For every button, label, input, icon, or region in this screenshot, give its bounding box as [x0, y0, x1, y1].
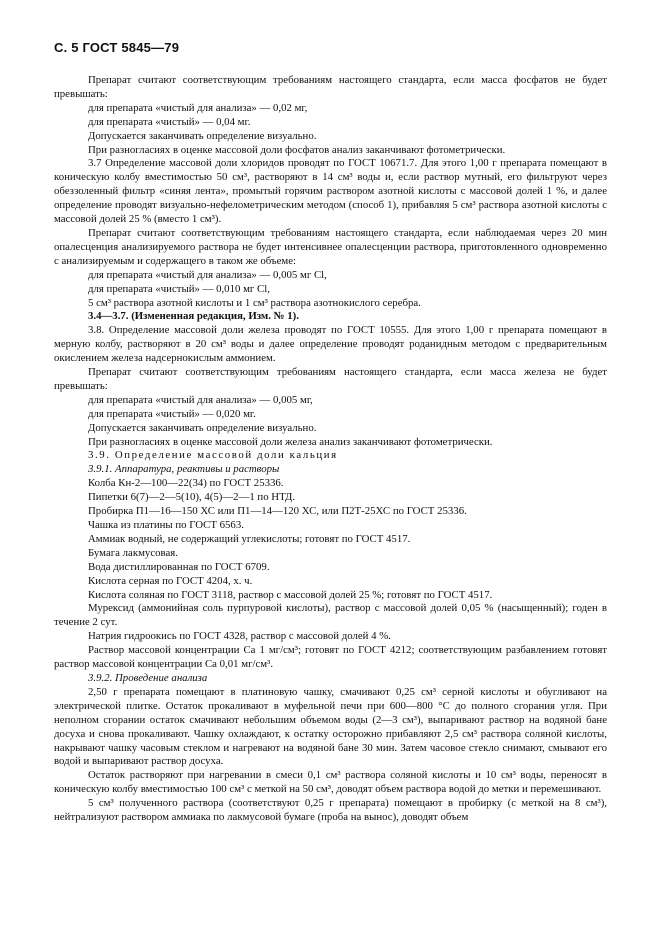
- paragraph: для препарата «чистый» — 0,04 мг.: [88, 115, 251, 128]
- paragraph: При разногласиях в оценке массовой доли железа анализ заканчивают фотометрически.: [88, 435, 493, 448]
- amendment-note: 3.4—3.7. (Измененная редакция, Изм. № 1).: [88, 310, 299, 323]
- paragraph: для препарата «чистый для анализа» — 0,005 мг Cl,: [88, 268, 327, 281]
- paragraph: 2,50 г препарата помещают в платиновую чашку, смачивают 0,25 см³ серной кислоты и обугливают на электрической плитке. Остаток прокаливают в муфельной печи при 600—800 °С до полного сгорания угля. При неполном сгорании остаток смачивают небольшим объемом воды (2—3 см³), выпаривают раствор на водяной бане досуха и снова прокаливают. Чашку охлаждают, к остатку осторожно прибавляют 2,5 см³ раствора соляной кислоты, накрывают чашку часовым стеклом и нагревают на водяной бане 30 мин. Затем часовое стекло снимают, смывают его водой и выпаривают раствор досуха.: [54, 685, 607, 768]
- list-item: Кислота серная по ГОСТ 4204, х. ч.: [88, 574, 253, 587]
- section-3-7: 3.7 Определение массовой доли хлоридов проводят по ГОСТ 10671.7. Для этого 1,00 г препарата помещают в коническую колбу вместимостью 50 см³, растворяют в 14 см³ воды и, если раствор мутный, его фильтруют через обеззоленный фильтр «синяя лента», промытый горячим раствором азотной кислоты с массовой долей 1 %, и далее определение проводят визуально-нефелометрическим методом (способ 1), прибавляя 5 см³ раствора азотной кислоты с массовой долей 25 % (вместо 1 см³).: [54, 157, 607, 226]
- document-body: [54, 74, 607, 825]
- paragraph: Остаток растворяют при нагревании в смеси 0,1 см³ раствора соляной кислоты и 10 см³ воды, переносят в коническую колбу вместимостью 100 см³ с меткой на 50 см³, доводят объем раствора водой до метки и перемешивают.: [54, 769, 607, 796]
- list-item: Колба Кн-2—100—22(34) по ГОСТ 25336.: [88, 477, 284, 490]
- list-item: Бумага лакмусовая.: [88, 546, 178, 559]
- subsection-3-9-2-heading: 3.9.2. Проведение анализа: [88, 671, 208, 684]
- paragraph: Препарат считают соответствующим требованиям настоящего стандарта, если масса железа не будет превышать:: [54, 366, 607, 392]
- paragraph: При разногласиях в оценке массовой доли фосфатов анализ заканчивают фотометрически.: [88, 143, 506, 156]
- paragraph: Препарат считают соответствующим требованиям настоящего стандарта, если наблюдаемая через 20 мин опалесценция анализируемого раствора не будет интенсивнее опалесценции раствора, приготовленного одновременно с анализируемым и содержащего в таком же объеме:: [54, 226, 607, 267]
- paragraph: для препарата «чистый» — 0,010 мг Cl,: [88, 282, 270, 295]
- paragraph: для препарата «чистый для анализа» — 0,005 мг,: [88, 393, 313, 406]
- list-item: Чашка из платины по ГОСТ 6563.: [88, 519, 244, 531]
- list-item: Кислота соляная по ГОСТ 3118, раствор с массовой долей 25 %; готовят по ГОСТ 4517.: [88, 588, 493, 601]
- list-item: Аммиак водный, не содержащий углекислоты; готовят по ГОСТ 4517.: [88, 532, 411, 545]
- list-item: Мурексид (аммонийная соль пурпуровой кислоты), раствор с массовой долей 0,05 % (насыщенный); годен в течение 2 сут.: [54, 602, 607, 629]
- list-item: Пипетки 6(7)—2—5(10), 4(5)—2—1 по НТД.: [88, 491, 296, 504]
- paragraph: Допускается заканчивать определение визуально.: [88, 421, 317, 434]
- section-3-8: 3.8. Определение массовой доли железа проводят по ГОСТ 10555. Для этого 1,00 г препарата помещают в мерную колбу, растворяют в 20 см³ воды и далее определение проводят роданидным методом с предварительным окислением железа надсернокислым аммонием.: [54, 324, 607, 365]
- paragraph: для препарата «чистый для анализа» — 0,02 мг,: [88, 101, 308, 114]
- paragraph: 5 см³ раствора азотной кислоты и 1 см³ раствора азотнокислого серебра.: [88, 296, 421, 309]
- paragraph: для препарата «чистый» — 0,020 мг.: [88, 407, 256, 420]
- paragraph: 5 см³ полученного раствора (соответствуют 0,25 г препарата) помещают в пробирку (с меткой на 8 см³), нейтрализуют раствором аммиака по лакмусовой бумаге (проба на вынос), доводят объем: [54, 797, 607, 824]
- paragraph: Препарат считают соответствующим требованиям настоящего стандарта, если масса фосфатов не будет превышать:: [54, 74, 607, 100]
- section-3-9-heading: 3.9. Определение массовой доли кальция: [88, 449, 338, 462]
- list-item: Вода дистиллированная по ГОСТ 6709.: [88, 560, 270, 573]
- page-header: С. 5 ГОСТ 5845—79: [54, 40, 180, 55]
- paragraph: Допускается заканчивать определение визуально.: [88, 129, 317, 142]
- subsection-3-9-1-heading: 3.9.1. Аппаратура, реактивы и растворы: [88, 463, 280, 476]
- list-item: Пробирка П1—16—150 ХС или П1—14—120 ХС, или П2Т-25ХС по ГОСТ 25336.: [88, 505, 467, 518]
- list-item: Натрия гидроокись по ГОСТ 4328, раствор с массовой долей 4 %.: [88, 630, 391, 643]
- list-item: Раствор массовой концентрации Са 1 мг/см³; готовят по ГОСТ 4212; соответствующим разбавлением готовят раствор массовой концентрации Са 0,01 мг/см³.: [54, 644, 607, 671]
